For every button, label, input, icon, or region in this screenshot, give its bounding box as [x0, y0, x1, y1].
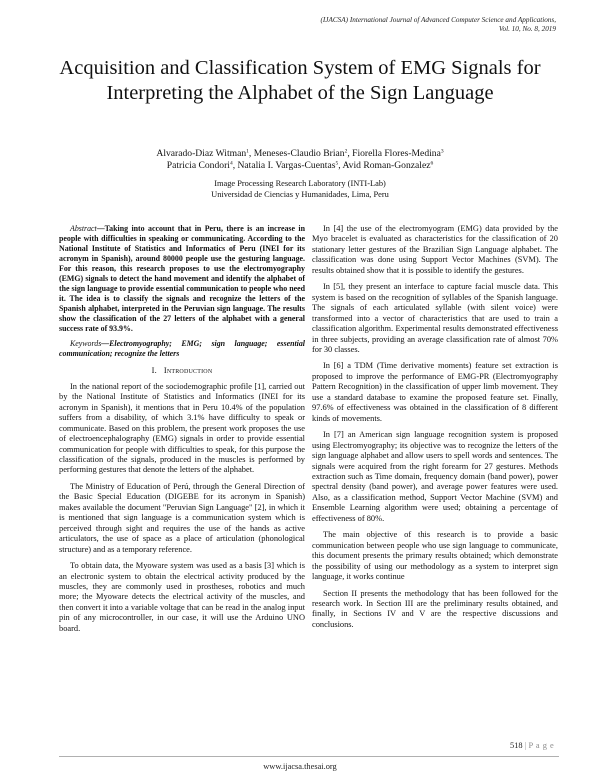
keywords-label: Keywords	[70, 339, 102, 349]
author-name: , Meneses-Claudio Brian	[248, 148, 345, 159]
author-name: , Fiorella Flores-Medina	[347, 148, 441, 159]
page-separator: |	[524, 741, 527, 750]
paper-title: Acquisition and Classification System of EMG Signals for Interpreting the Alphabet of the Sign Language	[59, 57, 541, 104]
right-column	[312, 224, 558, 636]
abstract-dash: —	[96, 224, 105, 233]
body-paragraph: The Ministry of Education of Perú, through the General Direction of the Basic Special Education (DIGEBE for its acronym in Spanish) makes available the document "Peruvian Sign Language" [2], in which it is mentioned that sign language is a communication system which is perceived through sight and requires the use of the hands as active articulators, the use of space as a place of articulation (phonological structure) and as a temporary reference.	[59, 481, 305, 554]
body-paragraph: Section II presents the methodology that has been followed for the research work. In Section III are the preliminary results obtained, and finally, in Sections IV and V are the respective discussions and conclusions.	[312, 588, 558, 629]
author-name: , Avid Roman-Gonzalez	[338, 160, 431, 172]
page-number	[510, 741, 554, 750]
author-name: Alvarado-Diaz Witman	[156, 148, 247, 159]
author-affil-mark: 6	[430, 160, 434, 167]
author-line-2	[60, 160, 540, 172]
page-word: P a g e	[528, 741, 555, 750]
author-affil-mark: 4	[229, 160, 233, 167]
body-paragraph: In the national report of the sociodemographic profile [1], carried out by the National Institute of Statistics and Informatics (INEI for its acronym in Spanish), it mentions that in Peru 10.4% of the population suffers from a disability, of which 3.1% have difficulty to speak or communicate. Based on this problem, the present work proposes the use of electroencephalography (EMG) signals in order to provide essential communication for people with difficulties to speak, for this purpose the classification of the signals, produced in the muscles is performed by performing gestures that denote the letters of the alphabet.	[59, 381, 305, 475]
keywords-dash: —	[101, 339, 110, 349]
page-number-value: 518	[510, 741, 523, 750]
author-name: , Natalia I. Vargas-Cuentas	[232, 160, 336, 172]
author-affil-mark: 5	[335, 160, 339, 167]
author-affil-mark: 3	[440, 148, 444, 155]
journal-volume: Vol. 10, No. 8, 2019	[498, 25, 556, 33]
body-paragraph: In [6] a TDM (Time derivative moments) feature set extraction is proposed to improve the performance of EMG-PR (Electromyography Pattern Recognition) in the classification of upper limb movement. They use a standard database to examine the proposed feature set. Finally, 97.6% of effectiveness was obtained in the classification of 8 different kinds of movements.	[312, 361, 558, 423]
author-list	[60, 148, 540, 173]
running-head	[196, 16, 556, 34]
section-title: Introduction	[163, 366, 213, 376]
author-name: Patricia Condori	[166, 160, 230, 172]
body-paragraph: In [4] the use of the electromyogram (EMG) data provided by the Myo bracelet is evaluated as characteristics for the classification of 20 stationary letter gestures of the Brazilian Sign Language alphabet. The classification was done using Support Vector Machines (SVM). The results obtained show that it is possible to identify the gestures.	[312, 224, 558, 275]
section-number: I.	[151, 366, 157, 376]
abstract-label: Abstract	[70, 224, 97, 233]
affiliation-university: Universidad de Ciencias y Humanidades, Lima, Peru	[211, 190, 389, 199]
journal-url: www.ijacsa.thesai.org	[263, 762, 337, 771]
keywords-text: Electromyography; EMG; sign language; essential communication; recognize the letters	[59, 339, 305, 359]
body-paragraph: To obtain data, the Myoware system was used as a basis [3] which is an electronic system to obtain the electrical activity produced by the muscles, they are commonly used in prostheses, robotics and much more; the Myoware detects the electrical activity of the muscles, and then convert it into a variable voltage that can be read in the analog input pin of any microcontroller, in our case, it will use the Arduino UNO board.	[59, 561, 305, 633]
author-line-1	[60, 148, 540, 160]
left-column	[59, 224, 305, 640]
abstract-text: Taking into account that in Peru, there is an increase in people with difficulties in speaking or communicating. According to the National Institute of Statistics and Informatics of Peru (INEI for its acronym in Spanish), around 80000 people use the gesturing language. For this reason, this research proposes to use the electromyography (EMG) signals to detect the hand movement and identify the alphabet of the sign language to provide essential communication to people who need it. The idea is to classify the signals and recognize the letters of the Spanish alphabet, interpreted in the Peruvian sign language. The results show the classification of the 27 letters of the alphabet with a general success rate of 93.9%.	[59, 224, 305, 333]
keywords	[59, 339, 305, 359]
affiliation	[60, 178, 540, 200]
body-paragraph: In [7] an American sign language recognition system is proposed using Electromyography; its objective was to recognize the letters of the sign language alphabet and allow users to spell words and sentences. The signals were acquired from the right forearm for 27 gestures. Methods extraction such as Time domain, frequency domain (band power), power spectral density (band power), and average power features were used. Also, as a classification method, Support Vector Machine (SVM) and Ensemble Learning algorithm were used; obtaining a percentage of effectiveness of 80%.	[312, 430, 558, 523]
body-paragraph: In [5], they present an interface to capture facial muscle data. This system is based on the recognition of syllables of the Spanish language. The signals of each articulated syllable (with silent voice) were transformed into a vector of characteristics that are used to train a classification algorithm. Experimental results demonstrated effectiveness in three subjects, providing an average classification rate of almost 70% for 30 classes.	[312, 282, 558, 354]
journal-name: (IJACSA) International Journal of Advanced Computer Science and Applications,	[320, 16, 556, 24]
author-affil-mark: 1	[246, 148, 249, 155]
footer-divider	[59, 756, 559, 757]
affiliation-lab: Image Processing Research Laboratory (INTI-Lab)	[214, 179, 386, 188]
body-paragraph: The main objective of this research is to provide a basic communication between people who use sign language to communicate, this document presents the primary results obtained; which demonstrate the possibility of using our methodology as a system to interpret sign language, it works continue	[312, 530, 558, 582]
author-affil-mark: 2	[344, 148, 348, 155]
section-heading-introduction	[59, 366, 305, 376]
abstract	[59, 224, 305, 333]
